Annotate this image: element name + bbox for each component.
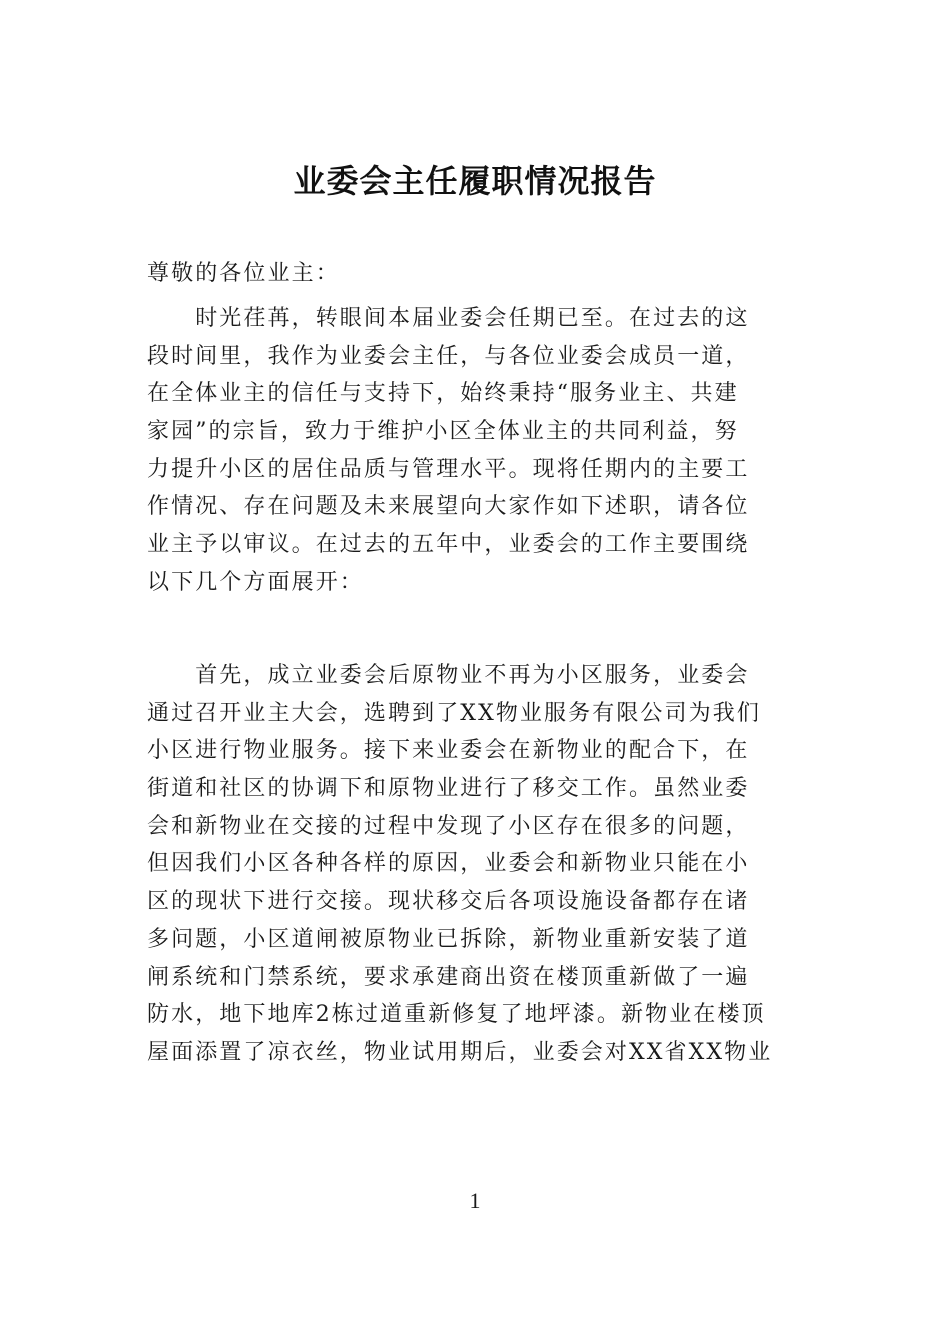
paragraph-line: 但因我们小区各种各样的原因，业委会和新物业只能在小: [147, 851, 750, 877]
paragraph-line: 家园”的宗旨，致力于维护小区全体业主的共同利益，努: [147, 419, 739, 445]
paragraph-line: 屋面添置了凉衣丝，物业试用期后，业委会对XX省XX物业: [147, 1039, 773, 1065]
paragraph-line: 闸系统和门禁系统，要求承建商出资在楼顶重新做了一遍: [147, 964, 750, 990]
paragraph-line: 力提升小区的居住品质与管理水平。现将任期内的主要工: [147, 456, 750, 482]
paragraph-line: 在全体业主的信任与支持下，始终秉持“服务业主、共建: [147, 381, 739, 407]
paragraph-line: 通过召开业主大会，选聘到了XX物业服务有限公司为我们: [147, 700, 761, 726]
paragraph-line: 防水，地下地库2栋过道重新修复了地坪漆。新物业在楼顶: [147, 1002, 766, 1028]
salutation: 尊敬的各位业主：: [147, 261, 340, 286]
paragraph-line: 首先，成立业委会后原物业不再为小区服务，业委会: [147, 663, 750, 688]
paragraph-2: [147, 657, 807, 1072]
paragraph-line: 多问题，小区道闸被原物业已拆除，新物业重新安装了道: [147, 926, 750, 952]
document-title: 业委会主任履职情况报告: [293, 162, 657, 200]
paragraph-line: 时光荏苒，转眼间本届业委会任期已至。在过去的这: [147, 306, 750, 331]
page-number: 1: [469, 1188, 481, 1213]
paragraph-line: 区的现状下进行交接。现状移交后各项设施设备都存在诸: [147, 889, 750, 915]
paragraph-line: 街道和社区的协调下和原物业进行了移交工作。虽然业委: [147, 776, 750, 802]
paragraph-line: 以下几个方面展开：: [147, 569, 364, 595]
paragraph-1: [147, 300, 807, 602]
paragraph-line: 会和新物业在交接的过程中发现了小区存在很多的问题，: [147, 813, 750, 839]
paragraph-line: 业主予以审议。在过去的五年中，业委会的工作主要围绕: [147, 532, 750, 558]
paragraph-line: 小区进行物业服务。接下来业委会在新物业的配合下，在: [147, 738, 750, 764]
paragraph-line: 作情况、存在问题及未来展望向大家作如下述职，请各位: [147, 494, 750, 520]
paragraph-line: 段时间里，我作为业委会主任，与各位业委会成员一道，: [147, 343, 750, 369]
